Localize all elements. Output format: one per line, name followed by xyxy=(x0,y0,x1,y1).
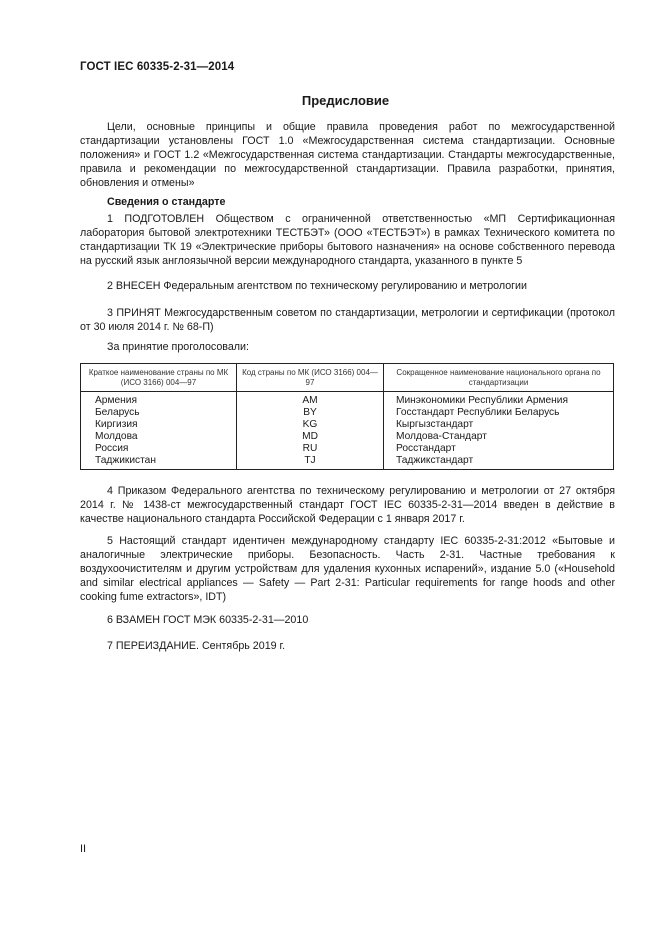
country-column xyxy=(81,392,237,470)
document-header: ГОСТ IEC 60335-2-31—2014 xyxy=(80,61,235,73)
table-header-code: Код страны по МК (ИСО 3166) 004—97 xyxy=(237,364,384,392)
country-cell: Молдова xyxy=(95,431,138,442)
code-cell: TJ xyxy=(304,455,316,466)
body-cell: Росстандарт xyxy=(396,443,456,454)
table-body-row xyxy=(81,392,614,470)
item-1-block xyxy=(80,212,615,268)
intro-block xyxy=(80,120,615,190)
code-cell: KG xyxy=(302,419,318,430)
item-3-block xyxy=(80,306,615,334)
page-number: II xyxy=(80,843,87,855)
country-cell: Киргизия xyxy=(95,419,138,430)
item-4-block xyxy=(80,484,615,526)
code-cell: RU xyxy=(302,443,318,454)
code-cell: MD xyxy=(302,431,318,442)
item-2-block xyxy=(80,279,615,293)
body-cell: Минэкономики Республики Армения xyxy=(396,395,568,406)
table-header-country: Краткое наименование страны по МК (ИСО 3166) 004—97 xyxy=(81,364,237,392)
code-cell: AM xyxy=(302,395,318,406)
country-cell: Армения xyxy=(95,395,137,406)
item-7-block xyxy=(80,639,615,653)
body-cell: Госстандарт Республики Беларусь xyxy=(396,407,560,418)
table-header-body: Сокращенное наименование национального органа по стандартизации xyxy=(384,364,614,392)
section-heading-block xyxy=(80,195,615,209)
item-5-paragraph: 5 Настоящий стандарт идентичен международному стандарту IEC 60335-2-31:2012 «Бытовые и аналогичные электрические приборы. Безопасность. Часть 2-31. Частные требования к воздухоочистителям и другим устройствам для удаления кухонных испарений», издание 5.0 («Household and similar electrical appliances — Safety — Part 2-31: Particular requirements for range hoods and other cooking fume extractors», IDT) xyxy=(80,535,615,604)
country-cell: Таджикистан xyxy=(95,455,156,466)
body-cell: Таджикстандарт xyxy=(396,455,474,466)
intro-paragraph: Цели, основные принципы и общие правила проведения работ по межгосударственной стандартизации установлены ГОСТ 1.0 «Межгосударственная система стандартизации. Основные положения» и ГОСТ 1.2 «Межгосударственная система стандартизации. Стандарты межгосударственные, правила и рекомендации по межгосударственной стандартизации. Правила разработки, принятия, обновления и отмены» xyxy=(80,121,615,190)
item-4-paragraph: 4 Приказом Федерального агентства по техническому регулированию и метрологии от 27 октября 2014 г. № 1438-ст межгосударственный стандарт ГОСТ IEC 60335-2-31—2014 введен в действие в качестве национального стандарта Российской Федерации с 1 января 2017 г. xyxy=(80,485,615,526)
item-7-paragraph: 7 ПЕРЕИЗДАНИЕ. Сентябрь 2019 г. xyxy=(107,640,286,652)
code-cell: BY xyxy=(303,407,317,418)
table-header-row xyxy=(81,364,614,392)
item-6-paragraph: 6 ВЗАМЕН ГОСТ МЭК 60335-2-31—2010 xyxy=(107,614,309,626)
item-5-block xyxy=(80,534,615,604)
item-2-paragraph: 2 ВНЕСЕН Федеральным агентством по техническому регулированию и метрологии xyxy=(107,280,527,292)
vote-intro: За принятие проголосовали: xyxy=(107,341,249,353)
body-cell: Молдова-Стандарт xyxy=(396,431,487,442)
code-column xyxy=(237,392,384,470)
body-cell: Кыргызстандарт xyxy=(396,419,474,430)
preface-title-wrap xyxy=(0,92,661,110)
country-cell: Россия xyxy=(95,443,129,454)
body-column xyxy=(384,392,614,470)
country-cell: Беларусь xyxy=(95,407,140,418)
item-3-paragraph: 3 ПРИНЯТ Межгосударственным советом по стандартизации, метрологии и сертификации (протокол от 30 июля 2014 г. № 68-П) xyxy=(80,307,615,334)
item-6-block xyxy=(80,613,615,627)
preface-title: Предисловие xyxy=(301,93,390,108)
vote-intro-block xyxy=(80,340,615,354)
item-1-paragraph: 1 ПОДГОТОВЛЕН Обществом с ограниченной ответственностью «МП Сертификационная лаборатория бытовой электротехники ТЕСТБЭТ» (ООО «ТЕСТБЭТ») в рамках Технического комитета по стандартизации ТК 19 «Электрические приборы бытового назначения» на основе собственного перевода на русский язык англоязычной версии международного стандарта, указанного в пункте 5 xyxy=(80,213,615,268)
voting-table xyxy=(80,363,614,470)
section-heading: Сведения о стандарте xyxy=(107,196,226,208)
